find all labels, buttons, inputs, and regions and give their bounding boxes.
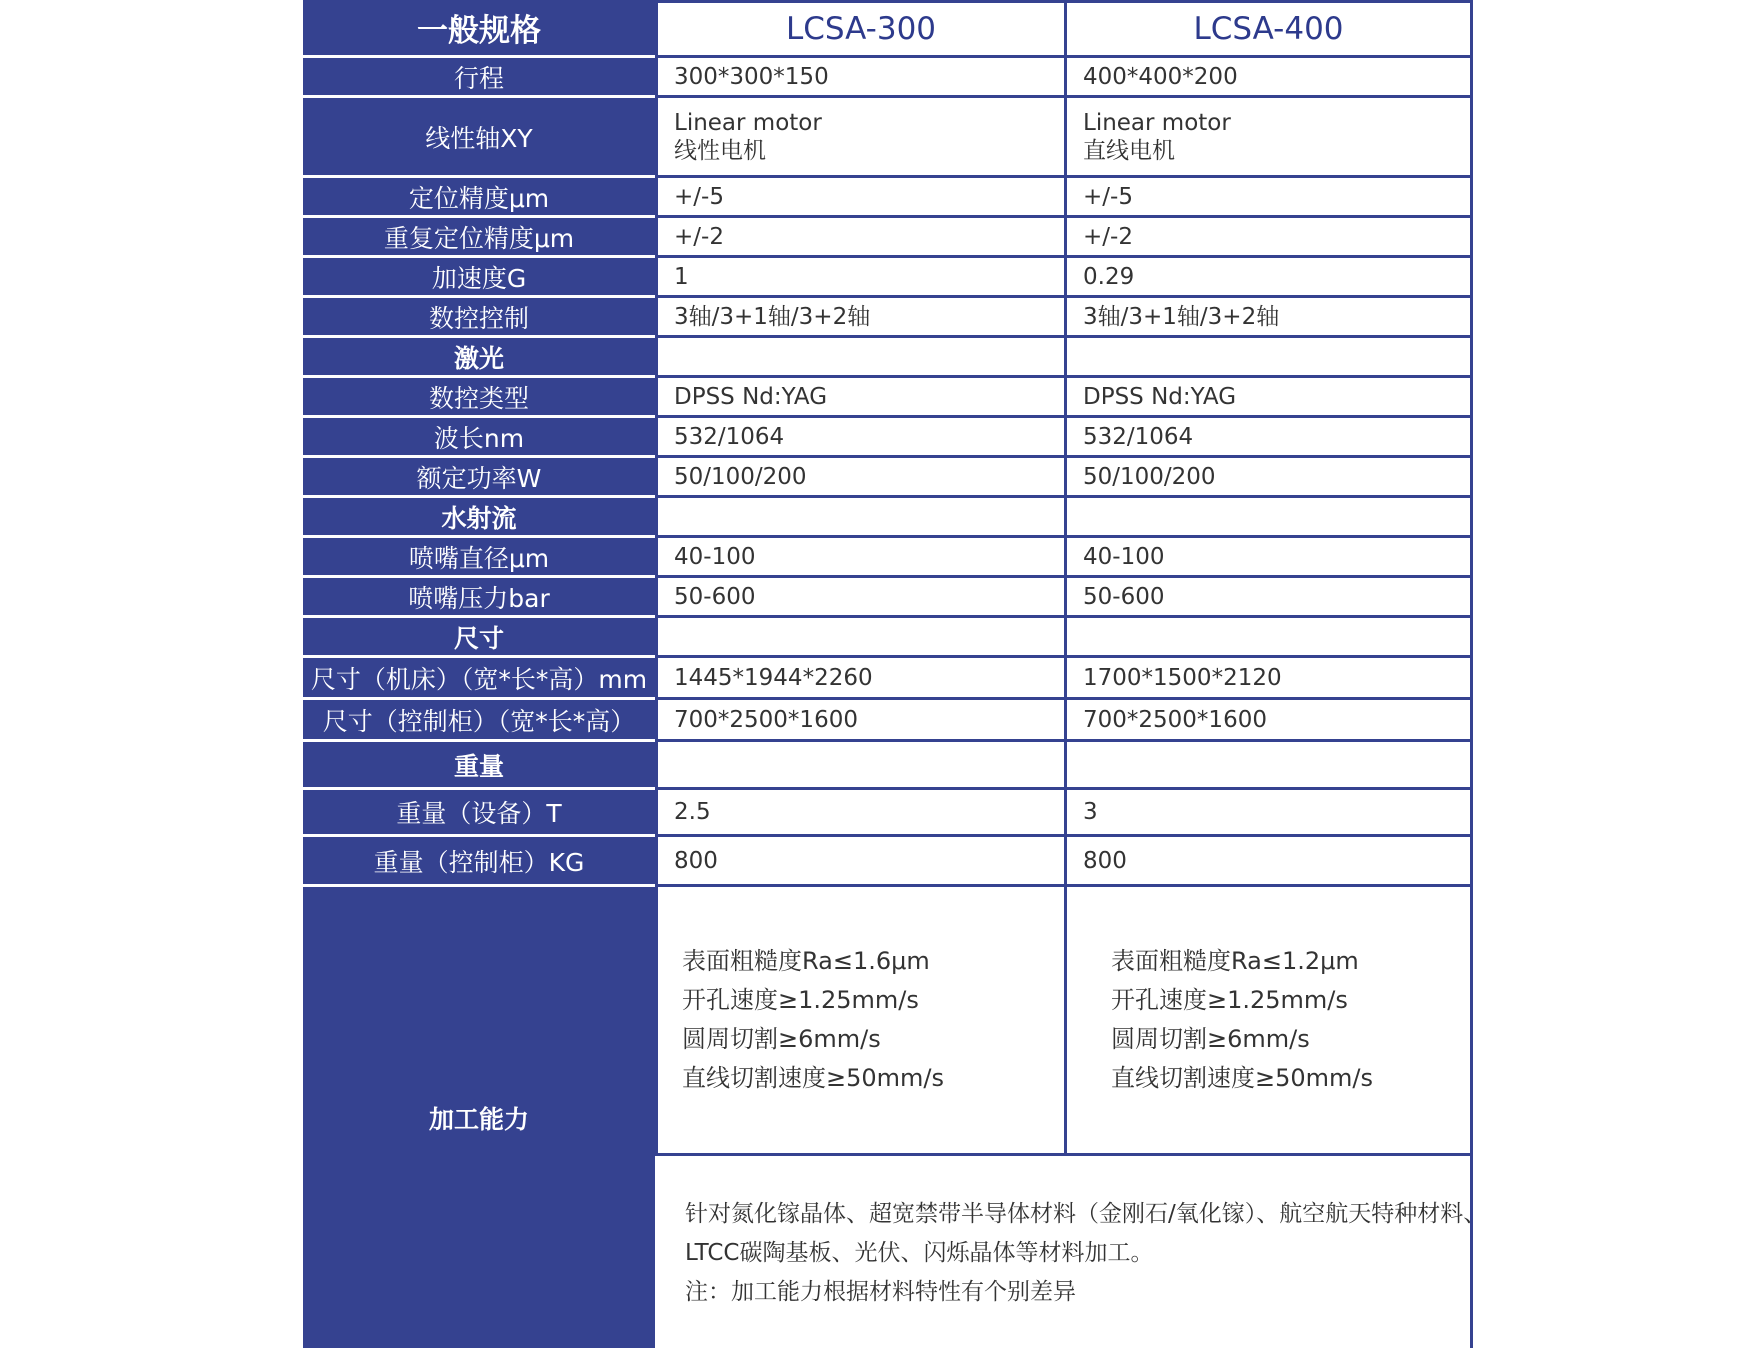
spec-label: 尺寸（机床）（宽*长*高）mm <box>303 658 655 700</box>
spec-value-line: 直线电机 <box>1083 137 1175 164</box>
section-heading: 重量 <box>303 742 655 790</box>
spec-label: 喷嘴压力bar <box>303 578 655 618</box>
spec-value: 700*2500*1600 <box>1064 700 1473 742</box>
section-empty-cell <box>1064 498 1473 538</box>
spec-label: 线性轴XY <box>303 98 655 178</box>
spec-label: 波长nm <box>303 418 655 458</box>
spec-value-line: 线性电机 <box>674 137 766 164</box>
model-name-1: LCSA-300 <box>655 0 1067 58</box>
note-line: 针对氮化镓晶体、超宽禁带半导体材料（金刚石/氧化镓）、航空航天特种材料、 <box>685 1201 1487 1227</box>
spec-value: +/-2 <box>655 218 1067 258</box>
spec-value: 400*400*200 <box>1064 58 1473 98</box>
spec-value: 2.5 <box>655 790 1067 837</box>
spec-label: 喷嘴直径μm <box>303 538 655 578</box>
spec-value: 40-100 <box>655 538 1067 578</box>
section-empty-cell <box>1064 338 1473 378</box>
capability-values <box>1064 887 1473 1156</box>
capability-line: 表面粗糙度Ra≤1.6μm <box>682 947 930 975</box>
spec-value: 1445*1944*2260 <box>655 658 1067 700</box>
spec-value <box>655 98 1067 178</box>
spec-value: DPSS Nd:YAG <box>655 378 1067 418</box>
capability-line: 开孔速度≥1.25mm/s <box>1111 986 1348 1014</box>
spec-label: 额定功率W <box>303 458 655 498</box>
spec-value: 50-600 <box>655 578 1067 618</box>
section-empty-cell <box>655 338 1067 378</box>
section-heading: 激光 <box>303 338 655 378</box>
note-line: LTCC碳陶基板、光伏、闪烁晶体等材料加工。 <box>685 1240 1154 1266</box>
spec-label: 重复定位精度μm <box>303 218 655 258</box>
spec-value: 532/1064 <box>1064 418 1473 458</box>
section-heading: 尺寸 <box>303 618 655 658</box>
spec-label: 重量（设备）T <box>303 790 655 837</box>
section-empty-cell <box>655 498 1067 538</box>
spec-value: 532/1064 <box>655 418 1067 458</box>
capability-line: 圆周切割≥6mm/s <box>1111 1025 1310 1053</box>
spec-value: 50/100/200 <box>1064 458 1473 498</box>
spec-value: +/-2 <box>1064 218 1473 258</box>
spec-label: 数控类型 <box>303 378 655 418</box>
capability-line: 直线切割速度≥50mm/s <box>682 1064 944 1092</box>
capability-values <box>655 887 1067 1156</box>
spec-label: 行程 <box>303 58 655 98</box>
capability-line: 表面粗糙度Ra≤1.2μm <box>1111 947 1359 975</box>
spec-value: DPSS Nd:YAG <box>1064 378 1473 418</box>
spec-value: +/-5 <box>655 178 1067 218</box>
spec-label: 加速度G <box>303 258 655 298</box>
spec-value: 40-100 <box>1064 538 1473 578</box>
spec-label: 定位精度μm <box>303 178 655 218</box>
spec-value: 50-600 <box>1064 578 1473 618</box>
spec-value: 3 <box>1064 790 1473 837</box>
section-heading: 水射流 <box>303 498 655 538</box>
section-empty-cell <box>655 618 1067 658</box>
spec-value: 800 <box>655 837 1067 887</box>
spec-value-line: Linear motor <box>674 109 822 136</box>
spec-label: 重量（控制柜）KG <box>303 837 655 887</box>
capability-line: 圆周切割≥6mm/s <box>682 1025 881 1053</box>
spec-table <box>303 0 1487 1348</box>
spec-value: 300*300*150 <box>655 58 1067 98</box>
spec-value: 3轴/3+1轴/3+2轴 <box>1064 298 1473 338</box>
spec-value-line: Linear motor <box>1083 109 1231 136</box>
spec-value: 700*2500*1600 <box>655 700 1067 742</box>
model-name-2: LCSA-400 <box>1064 0 1473 58</box>
spec-value: 0.29 <box>1064 258 1473 298</box>
section-empty-cell <box>1064 742 1473 790</box>
section-empty-cell <box>655 742 1067 790</box>
spec-value: 800 <box>1064 837 1473 887</box>
note-line: 注：加工能力根据材料特性有个别差异 <box>685 1279 1076 1305</box>
capability-note <box>655 1156 1487 1348</box>
section-empty-cell <box>1064 618 1473 658</box>
spec-label: 数控控制 <box>303 298 655 338</box>
spec-value: 1 <box>655 258 1067 298</box>
spec-value: +/-5 <box>1064 178 1473 218</box>
spec-label: 尺寸（控制柜）（宽*长*高） <box>303 700 655 742</box>
capability-line: 开孔速度≥1.25mm/s <box>682 986 919 1014</box>
capability-label: 加工能力 <box>303 887 655 1348</box>
spec-value: 1700*1500*2120 <box>1064 658 1473 700</box>
spec-title: 一般规格 <box>303 0 655 58</box>
spec-value: 50/100/200 <box>655 458 1067 498</box>
spec-value: 3轴/3+1轴/3+2轴 <box>655 298 1067 338</box>
capability-line: 直线切割速度≥50mm/s <box>1111 1064 1373 1092</box>
spec-value <box>1064 98 1473 178</box>
